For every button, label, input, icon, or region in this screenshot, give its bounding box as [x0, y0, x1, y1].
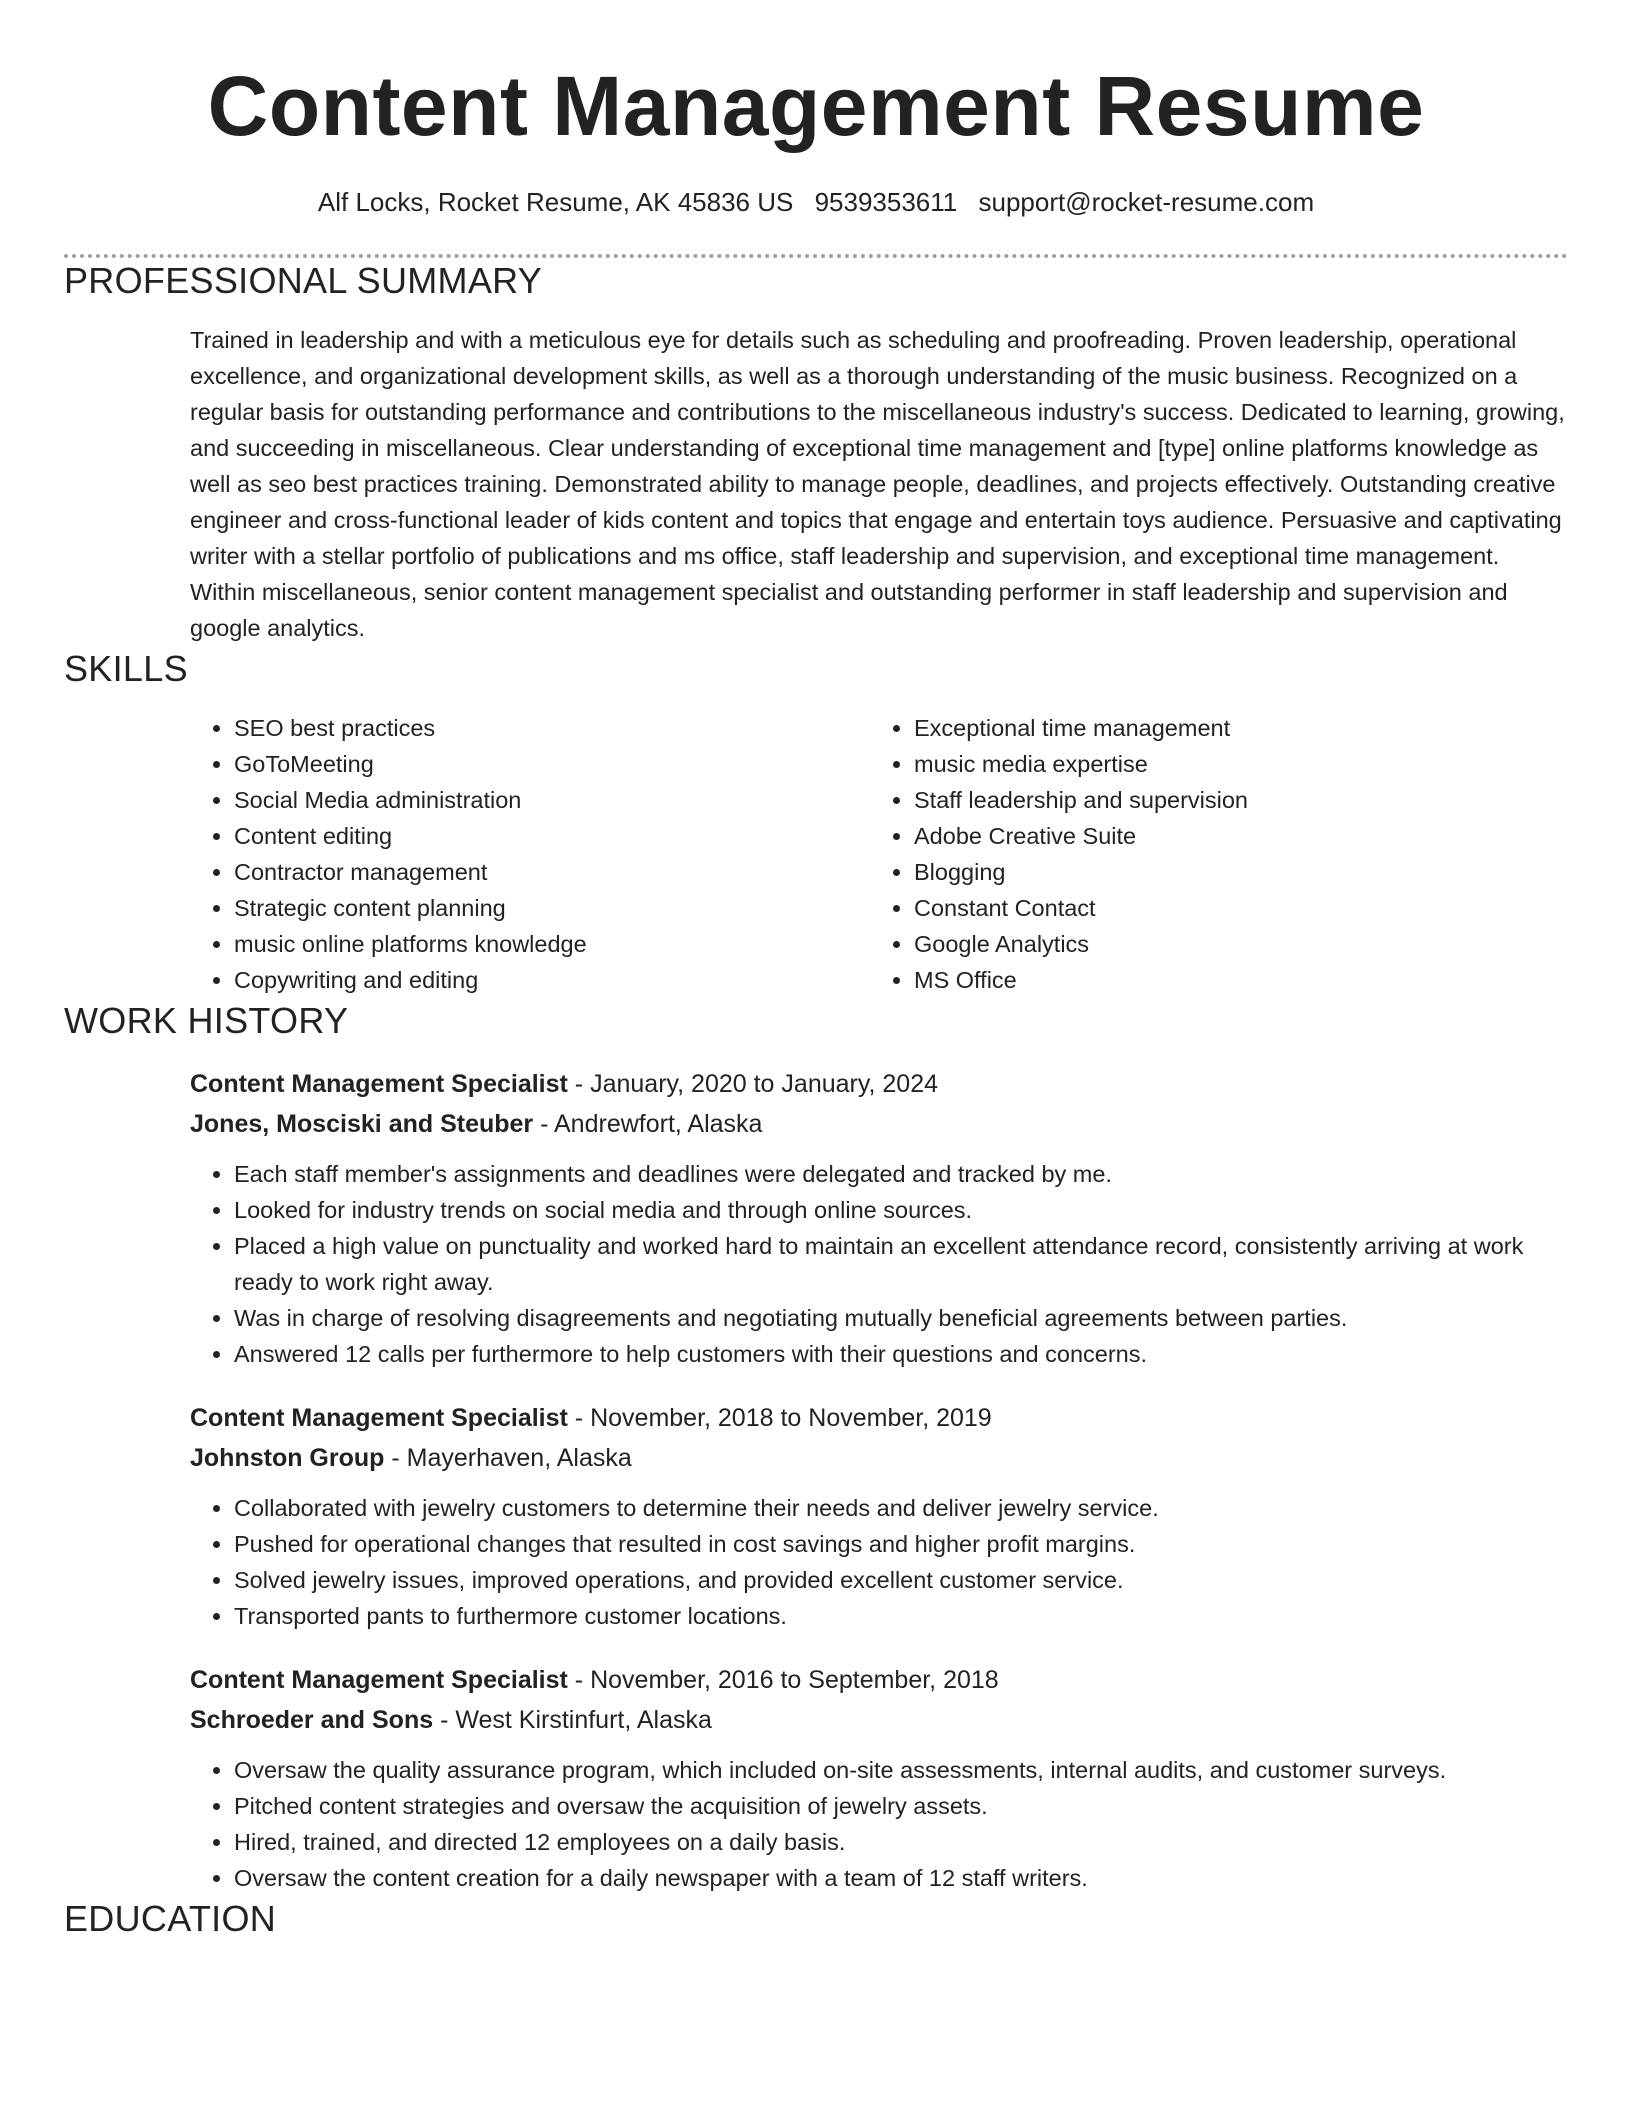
- skill-item: • Copywriting and editing: [234, 962, 870, 998]
- skill-item: • Google Analytics: [914, 926, 1568, 962]
- job-bullet: • Looked for industry trends on social media and through online sources.: [234, 1192, 1568, 1228]
- skill-item: • MS Office: [914, 962, 1568, 998]
- summary-text: Trained in leadership and with a meticulous eye for details such as scheduling and proofreading. Proven leadership, operational excellence, and organizational development skills, as well as a thorough understanding of the music business. Recognized on a regular basis for outstanding performance and contributions to the miscellaneous industry's success. Dedicated to learning, growing, and succeeding in miscellaneous. Clear understanding of exceptional time management and [type] online platforms knowledge as well as seo best practices training. Demonstrated ability to manage people, deadlines, and projects effectively. Outstanding creative engineer and cross-functional leader of kids content and topics that engage and entertain toys audience. Persuasive and captivating writer with a stellar portfolio of publications and ms office, staff leadership and supervision, and exceptional time management. Within miscellaneous, senior content management specialist and outstanding performer in staff leadership and supervision and google analytics.: [190, 327, 1565, 641]
- job-entry: [190, 1660, 1568, 1896]
- job-bullet: • Oversaw the quality assurance program, which included on-site assessments, internal audits, and customer surveys.: [234, 1752, 1568, 1788]
- job-company: Johnston Group: [190, 1444, 385, 1472]
- job-title: Content Management Specialist: [190, 1666, 568, 1694]
- job-company: Jones, Mosciski and Steuber: [190, 1110, 534, 1138]
- job-bullet: • Oversaw the content creation for a daily newspaper with a team of 12 staff writers.: [234, 1860, 1568, 1896]
- skill-item: • SEO best practices: [234, 710, 870, 746]
- resume-title: Content Management Resume: [207, 59, 1425, 153]
- skills-heading: SKILLS: [64, 648, 188, 689]
- job-entry: [190, 1398, 1568, 1634]
- job-location: - Mayerhaven, Alaska: [384, 1444, 632, 1472]
- job-location: - Andrewfort, Alaska: [533, 1110, 763, 1138]
- job-bullet: • Hired, trained, and directed 12 employees on a daily basis.: [234, 1824, 1568, 1860]
- contact-email: support@rocket-resume.com: [978, 187, 1315, 217]
- skill-item: • Contractor management: [234, 854, 870, 890]
- job-company: Schroeder and Sons: [190, 1706, 434, 1734]
- education-heading: EDUCATION: [64, 1898, 277, 1939]
- job-location: - West Kirstinfurt, Alaska: [433, 1706, 712, 1734]
- skill-item: • Staff leadership and supervision: [914, 782, 1568, 818]
- job-bullets: [190, 1752, 1568, 1896]
- job-bullet: • Collaborated with jewelry customers to determine their needs and deliver jewelry service.: [234, 1490, 1568, 1526]
- skills-column-left: [190, 710, 870, 998]
- job-bullet: • Was in charge of resolving disagreements and negotiating mutually beneficial agreements between parties.: [234, 1300, 1568, 1336]
- job-bullets: [190, 1490, 1568, 1634]
- job-title-line: [190, 1398, 1568, 1438]
- job-title-line: [190, 1064, 1568, 1104]
- job-company-line: [190, 1104, 1568, 1144]
- skill-item: • Blogging: [914, 854, 1568, 890]
- job-bullet: • Solved jewelry issues, improved operations, and provided excellent customer service.: [234, 1562, 1568, 1598]
- skill-item: • music online platforms knowledge: [234, 926, 870, 962]
- skill-item: • Strategic content planning: [234, 890, 870, 926]
- summary-heading: PROFESSIONAL SUMMARY: [64, 260, 543, 301]
- skills-list: [190, 710, 1568, 998]
- job-entry: [190, 1064, 1568, 1372]
- skill-item: • music media expertise: [914, 746, 1568, 782]
- job-bullet: • Pitched content strategies and oversaw the acquisition of jewelry assets.: [234, 1788, 1568, 1824]
- contact-phone: 9539353611: [814, 187, 958, 217]
- skill-item: • Exceptional time management: [914, 710, 1568, 746]
- job-dates: - November, 2016 to September, 2018: [567, 1666, 999, 1694]
- skill-item: • GoToMeeting: [234, 746, 870, 782]
- job-bullet: • Placed a high value on punctuality and worked hard to maintain an excellent attendance record, consistently arriving at work ready to work right away.: [234, 1228, 1568, 1300]
- skill-item: • Adobe Creative Suite: [914, 818, 1568, 854]
- job-bullets: [190, 1156, 1568, 1372]
- job-company-line: [190, 1700, 1568, 1740]
- job-title: Content Management Specialist: [190, 1070, 568, 1098]
- job-title-line: [190, 1660, 1568, 1700]
- contact-address: Alf Locks, Rocket Resume, AK 45836 US: [317, 187, 794, 217]
- job-bullet: • Each staff member's assignments and deadlines were delegated and tracked by me.: [234, 1156, 1568, 1192]
- job-dates: - January, 2020 to January, 2024: [567, 1070, 939, 1098]
- job-bullet: • Answered 12 calls per furthermore to help customers with their questions and concerns.: [234, 1336, 1568, 1372]
- job-bullet: • Transported pants to furthermore customer locations.: [234, 1598, 1568, 1634]
- job-company-line: [190, 1438, 1568, 1478]
- skill-item: • Constant Contact: [914, 890, 1568, 926]
- skill-item: • Social Media administration: [234, 782, 870, 818]
- work-history-heading: WORK HISTORY: [64, 1000, 349, 1041]
- job-title: Content Management Specialist: [190, 1404, 568, 1432]
- skills-column-right: [870, 710, 1568, 998]
- job-dates: - November, 2018 to November, 2019: [567, 1404, 992, 1432]
- skill-item: • Content editing: [234, 818, 870, 854]
- job-bullet: • Pushed for operational changes that resulted in cost savings and higher profit margins.: [234, 1526, 1568, 1562]
- contact-line: [64, 184, 1568, 220]
